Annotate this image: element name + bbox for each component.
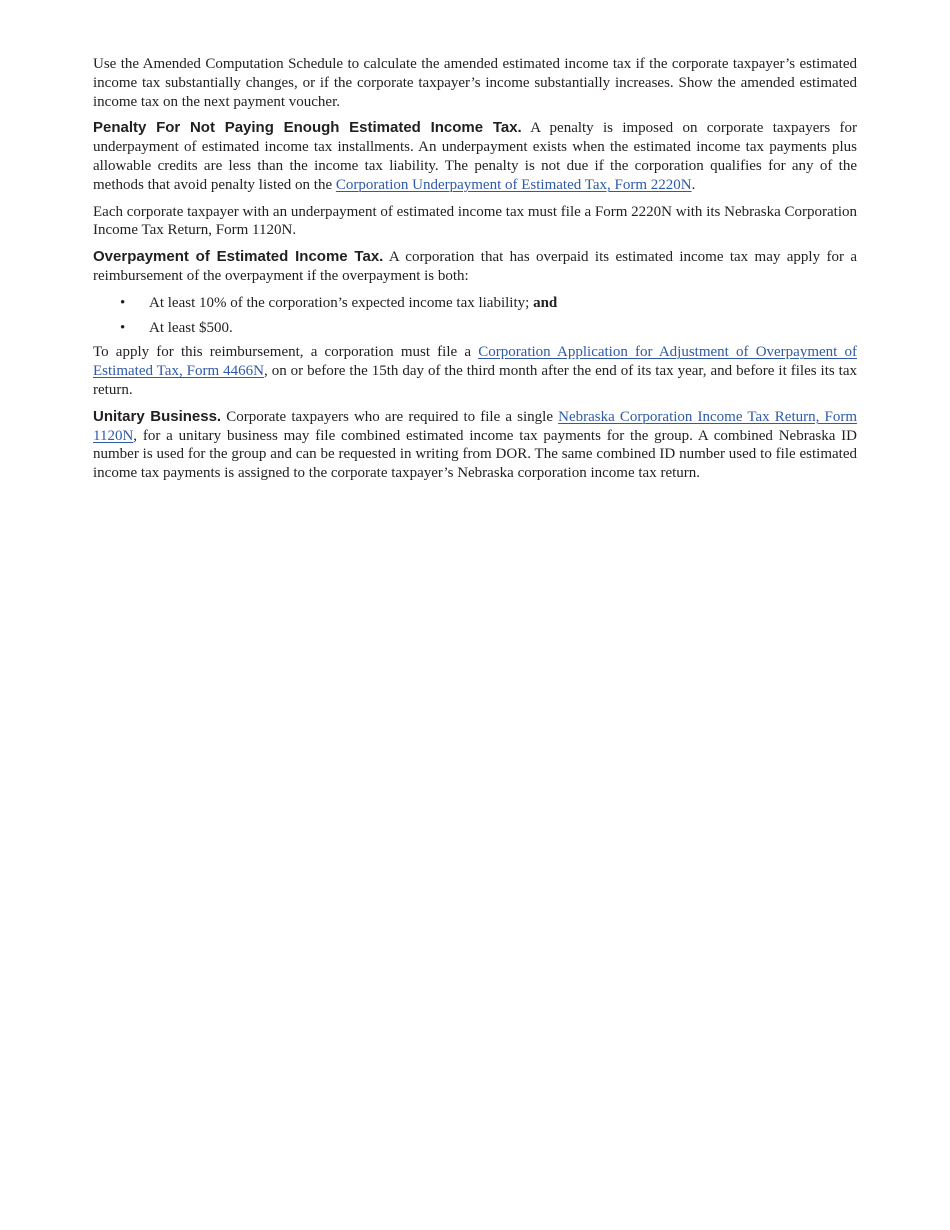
overpayment-paragraph xyxy=(93,248,857,286)
penalty-paragraph xyxy=(93,119,857,194)
list-item xyxy=(93,319,857,338)
reimbursement-paragraph xyxy=(93,343,857,399)
bullet-icon: • xyxy=(120,294,126,311)
unitary-text-end: , for a unitary business may file combined estimated income tax payments for the group. A combined Nebraska ID number is used for the group and can be requested in writing from DOR. The same combined ID number used to file estimated income tax payments is assigned to the corporate taxpayer’s Nebraska corporation income tax return. xyxy=(93,427,857,482)
intro-paragraph xyxy=(93,55,857,111)
reimbursement-text-end: , on or before the 15th day of the third month after the end of its tax year, and before it files its tax return. xyxy=(93,363,857,398)
overpayment-conditions-list xyxy=(93,294,857,338)
penalty-heading: Penalty For Not Paying Enough Estimated Income Tax. xyxy=(93,119,522,137)
penalty-followup-text: Each corporate taxpayer with an underpayment of estimated income tax must file a Form 2220N with its Nebraska Corporation Income Tax Return, Form 1120N. xyxy=(93,203,857,239)
list-item-bold: and xyxy=(533,294,558,311)
unitary-paragraph xyxy=(93,408,857,483)
bullet-icon: • xyxy=(120,319,126,336)
list-item-text: At least 10% of the corporation’s expected income tax liability; xyxy=(149,294,534,311)
penalty-text: A penalty is imposed on corporate taxpayers for underpayment of estimated income tax installments. An underpayment exists when the estimated income tax payments plus allowable credits are less than the income tax liability. The penalty is not due if the corporation qualifies for any of the methods that avoid penalty listed on the xyxy=(93,120,857,193)
list-item-text: At least $500. xyxy=(149,319,233,336)
unitary-text: Corporate taxpayers who are required to file a single xyxy=(221,408,559,425)
penalty-followup-paragraph xyxy=(93,203,857,241)
penalty-text-end: . xyxy=(691,176,696,193)
document-page xyxy=(93,55,857,491)
form-1120n-link[interactable]: Nebraska Corporation Income Tax Return, Form 1120N xyxy=(93,408,857,444)
intro-text: Use the Amended Computation Schedule to calculate the amended estimated income tax if the corporate taxpayer’s estimated income tax substantially changes, or if the corporate taxpayer’s income substantially increases. Show the amended estimated income tax on the next payment voucher. xyxy=(93,56,857,110)
overpayment-heading: Overpayment of Estimated Income Tax. xyxy=(93,248,384,266)
reimbursement-text: To apply for this reimbursement, a corporation must file a xyxy=(93,344,479,361)
unitary-heading: Unitary Business. xyxy=(93,407,222,425)
form-4466n-link[interactable]: Corporation Application for Adjustment of Overpayment of Estimated Tax, Form 4466N xyxy=(93,344,857,380)
list-item xyxy=(93,294,857,313)
overpayment-text: A corporation that has overpaid its estimated income tax may apply for a reimbursement of the overpayment if the overpayment is both: xyxy=(93,249,858,284)
form-2220n-link[interactable]: Corporation Underpayment of Estimated Tax, Form 2220N xyxy=(335,176,692,193)
